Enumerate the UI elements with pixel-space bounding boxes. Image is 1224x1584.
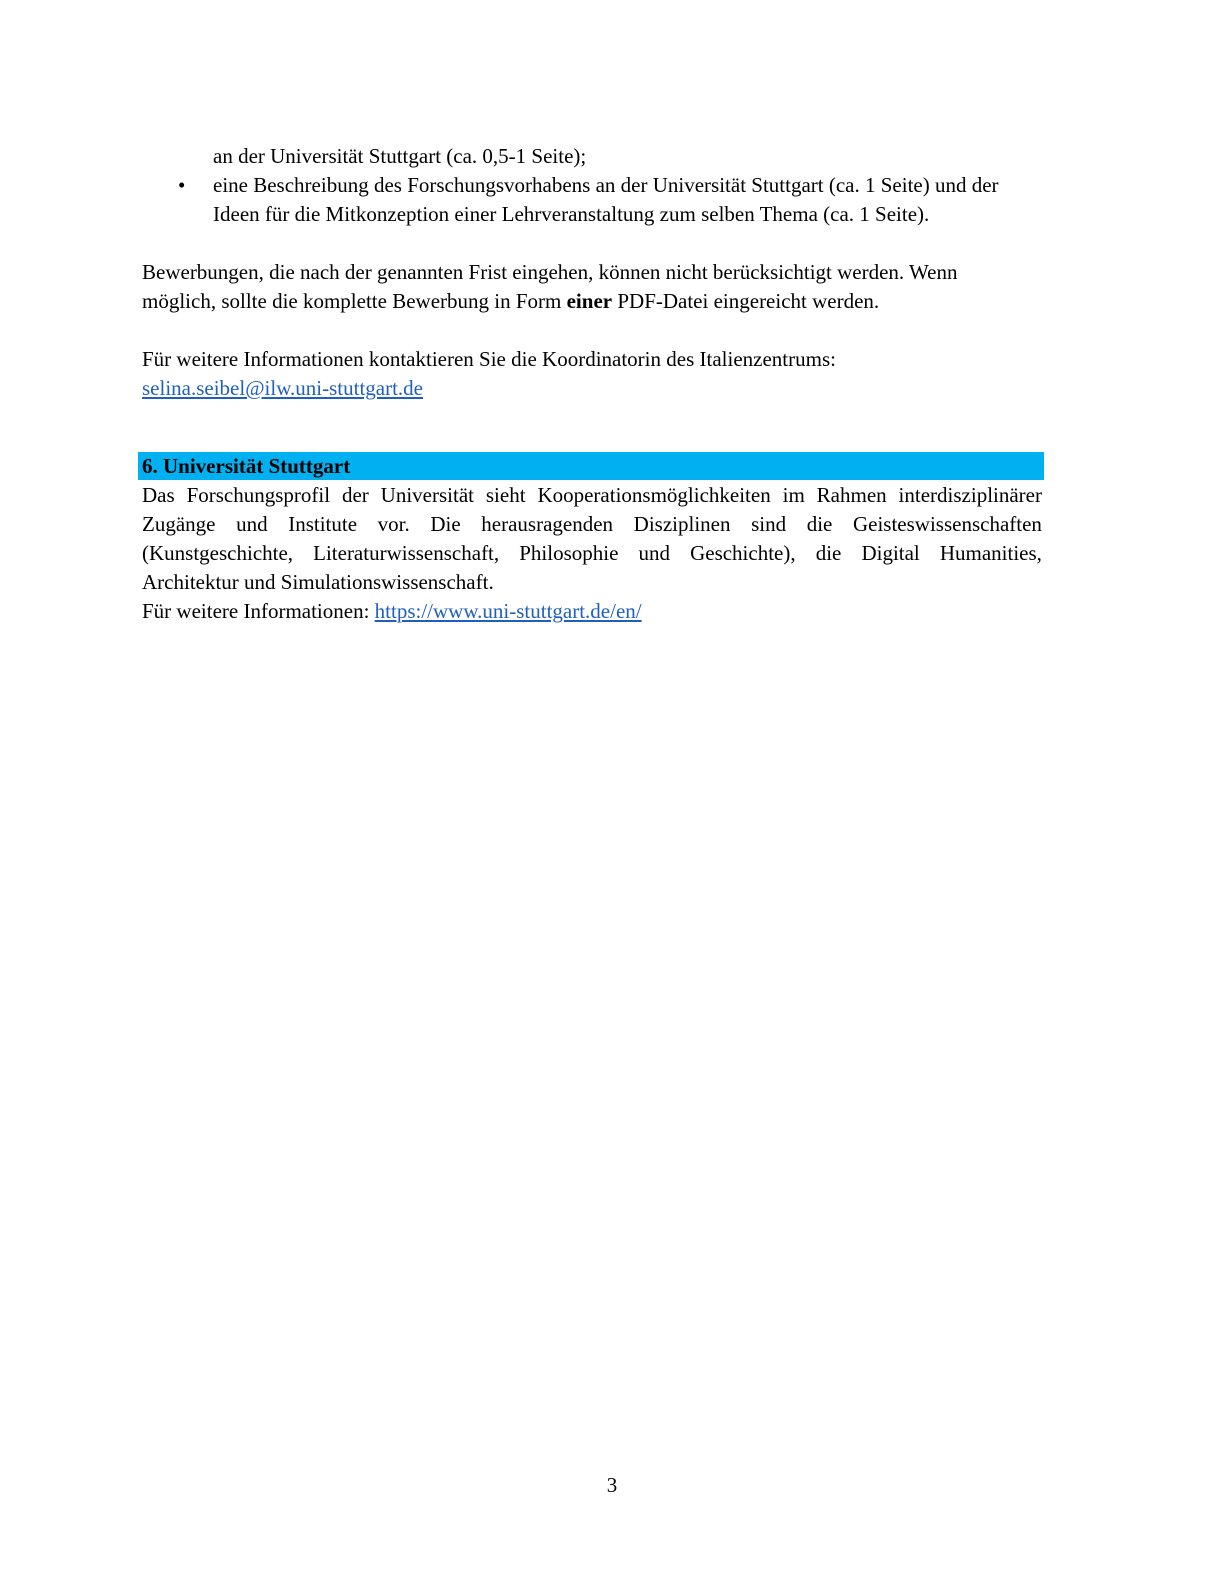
word: der (341, 483, 369, 507)
paragraph-line (142, 597, 1042, 626)
email-link[interactable]: selina.seibel@ilw.uni-stuttgart.de (142, 376, 423, 400)
more-info-label: Für weitere Informationen: (142, 599, 375, 623)
word: Universität (380, 483, 474, 507)
section-body (142, 481, 1042, 626)
word: (Kunstgeschichte, (142, 541, 294, 565)
continuation-line: an der Universität Stuttgart (ca. 0,5-1 Seite); (213, 144, 587, 168)
word: sind (751, 512, 787, 536)
word: Humanities, (939, 541, 1042, 565)
list-item-line: Ideen für die Mitkonzeption einer Lehrveranstaltung zum selben Thema (ca. 1 Seite). (213, 202, 930, 226)
bold-emphasis: einer (566, 289, 613, 313)
word: Institute (288, 512, 358, 536)
list-item-text (213, 171, 1043, 229)
word: Rahmen (816, 483, 887, 507)
word: Literaturwissenschaft, (313, 541, 500, 565)
application-deadline-paragraph (142, 258, 1042, 316)
paragraph-line: Für weitere Informationen kontaktieren Sie die Koordinatorin des Italienzentrums: (142, 347, 836, 371)
word: Geisteswissenschaften (852, 512, 1042, 536)
word: sieht (485, 483, 526, 507)
word: Kooperationsmöglichkeiten (537, 483, 771, 507)
justified-line (142, 510, 1042, 539)
bullet-icon: • (178, 173, 186, 197)
word: herausragenden (481, 512, 614, 536)
word: Die (430, 512, 461, 536)
word: Disziplinen (633, 512, 731, 536)
paragraph-line (142, 374, 1042, 403)
justified-line (142, 481, 1042, 510)
paragraph-line: Bewerbungen, die nach der genannten Frist eingehen, können nicht berücksichtigt werden. Wenn (142, 260, 958, 284)
paragraph-line (142, 287, 1042, 316)
list-item-line: eine Beschreibung des Forschungsvorhabens an der Universität Stuttgart (ca. 1 Seite) und der (213, 173, 999, 197)
page-number: 3 (606, 1473, 618, 1497)
word: interdisziplinärer (898, 483, 1042, 507)
word: und (638, 541, 670, 565)
word: die (806, 512, 833, 536)
word: Philosophie (519, 541, 619, 565)
website-link[interactable]: https://www.uni-stuttgart.de/en/ (374, 599, 642, 623)
word: Geschichte), (690, 541, 796, 565)
word: und (236, 512, 268, 536)
word: vor. (377, 512, 410, 536)
paragraph-text: möglich, sollte die komplette Bewerbung in Form (142, 289, 567, 313)
section-heading-highlight (138, 452, 1044, 480)
word: im (782, 483, 805, 507)
paragraph-line: Architektur und Simulationswissenschaft. (142, 570, 494, 594)
word: Zugänge (142, 512, 216, 536)
contact-paragraph (142, 345, 1042, 403)
word: Digital (861, 541, 920, 565)
word: Das (142, 483, 175, 507)
word: Forschungsprofil (186, 483, 331, 507)
justified-line (142, 539, 1042, 568)
paragraph-text: PDF-Datei eingereicht werden. (612, 289, 880, 313)
section-heading: 6. Universität Stuttgart (142, 454, 351, 478)
word: die (815, 541, 842, 565)
